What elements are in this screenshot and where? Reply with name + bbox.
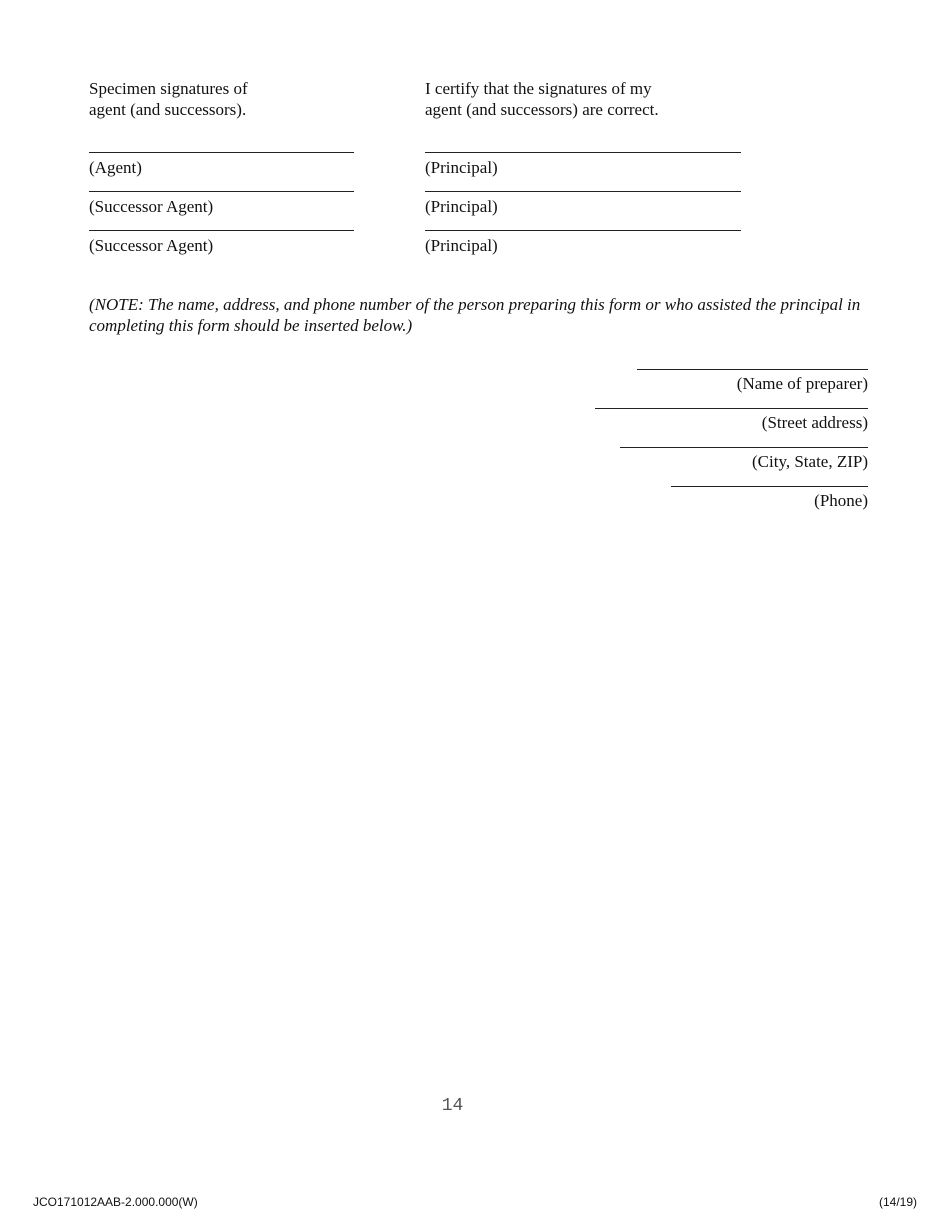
agent-label: (Agent) [89,158,142,177]
document-id: JCO171012AAB-2.000.000(W) [33,1195,198,1209]
agent-signature-line[interactable] [89,152,354,153]
city-state-zip-line[interactable] [620,447,868,448]
principal-signature-line-1[interactable] [425,152,741,153]
note-line2: completing this form should be inserted below.) [89,316,413,335]
successor-agent-label-1: (Successor Agent) [89,197,214,216]
preparer-name-label: (Name of preparer) [736,374,868,393]
city-state-zip-label: (City, State, ZIP) [752,452,868,471]
page-count: (14/19) [878,1195,917,1209]
right-heading-line1: I certify that the signatures of my [425,79,652,98]
street-address-line[interactable] [595,408,868,409]
page-number: 14 [441,1096,464,1116]
successor-agent-label-2: (Successor Agent) [89,236,214,255]
street-address-label: (Street address) [761,413,868,432]
successor-agent-signature-line-2[interactable] [89,230,354,231]
principal-signature-line-3[interactable] [425,230,741,231]
principal-label-3: (Principal) [425,236,498,255]
right-heading-line2: agent (and successors) are correct. [425,100,659,119]
principal-signature-line-2[interactable] [425,191,741,192]
preparer-name-line[interactable] [637,369,868,370]
note-line1: (NOTE: The name, address, and phone number of the person preparing this form or who assisted the principal in [89,295,861,314]
principal-label-1: (Principal) [425,158,498,177]
left-heading-line1: Specimen signatures of [89,79,248,98]
successor-agent-signature-line-1[interactable] [89,191,354,192]
phone-line[interactable] [671,486,868,487]
phone-label: (Phone) [814,491,868,510]
principal-label-2: (Principal) [425,197,498,216]
left-heading-line2: agent (and successors). [89,100,247,119]
